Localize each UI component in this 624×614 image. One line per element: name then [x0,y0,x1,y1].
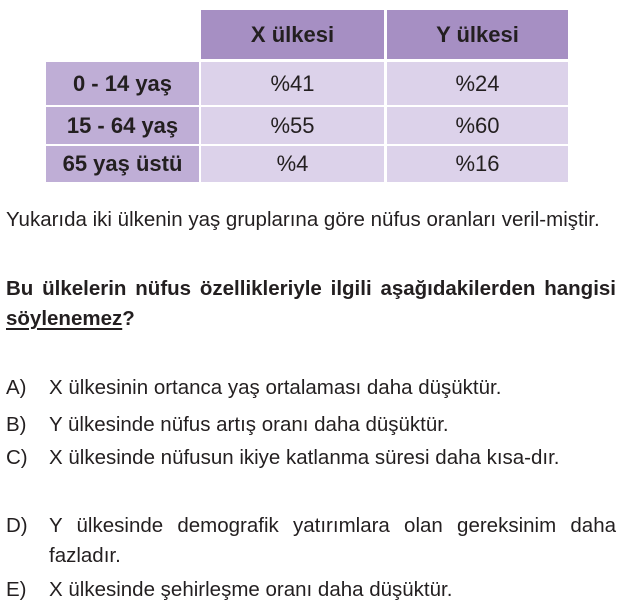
header-x-country: X ülkesi [201,10,384,59]
cell-x-65-plus: %4 [201,146,384,182]
option-a[interactable] [6,373,616,403]
option-b-letter: B) [6,413,27,436]
cell-y-15-64: %60 [387,107,568,144]
option-a-text: X ülkesinin ortanca yaş ortalaması daha düşüktür. [49,376,502,399]
option-e-text: X ülkesinde şehirleşme oranı daha düşüktür. [49,578,453,601]
cell-y-65-plus: %16 [387,146,568,182]
cell-x-15-64: %55 [201,107,384,144]
question-prompt [6,274,616,334]
question-intro: Yukarıda iki ülkenin yaş gruplarına göre nüfus oranları veril-miştir. [6,208,600,231]
row-label-65-plus: 65 yaş üstü [46,146,199,182]
option-c[interactable] [6,443,616,473]
question-negation: söylenemez [6,307,123,330]
header-y-country: Y ülkesi [387,10,568,59]
option-d-text: Y ülkesinde demografik yatırımlara olan gereksinim daha fazladır. [49,514,616,567]
option-c-letter: C) [6,446,28,469]
option-e[interactable] [6,575,616,605]
option-a-letter: A) [6,376,27,399]
option-c-text: X ülkesinde nüfusun ikiye katlanma süresi daha kısa-dır. [49,446,560,469]
question-mark: ? [122,307,135,330]
option-b-text: Y ülkesinde nüfus artış oranı daha düşüktür. [49,413,449,436]
row-label-15-64: 15 - 64 yaş [46,107,199,144]
option-b[interactable] [6,410,616,440]
question-prompt-text: Bu ülkelerin nüfus özellikleriyle ilgili aşağıdakilerden hangisi [6,277,616,300]
option-d[interactable] [6,511,616,571]
option-e-letter: E) [6,578,27,601]
cell-x-0-14: %41 [201,62,384,105]
option-d-letter: D) [6,514,28,537]
row-label-0-14: 0 - 14 yaş [46,62,199,105]
cell-y-0-14: %24 [387,62,568,105]
